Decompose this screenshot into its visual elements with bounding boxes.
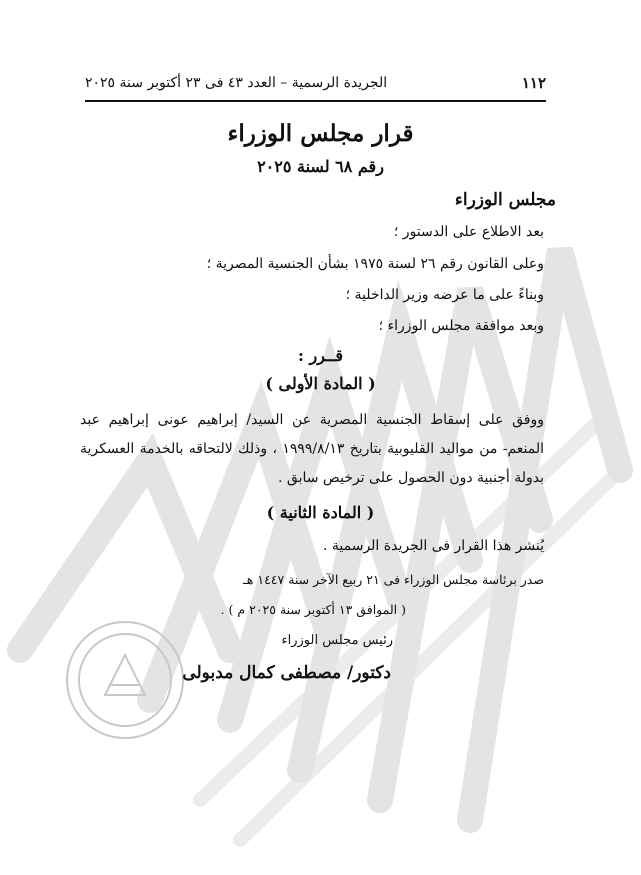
issuer-heading: مجلس الوزراء bbox=[454, 190, 556, 210]
gazette-issue: الجريدة الرسمية – العدد ٤٣ فى ٢٣ أكتوبر سنة ٢٠٢٥ bbox=[85, 75, 388, 91]
official-seal bbox=[60, 615, 190, 745]
decree-title: قرار مجلس الوزراء bbox=[227, 120, 414, 147]
corresponding-date: ( الموافق ١٣ أكتوبر سنة ٢٠٢٥ م ) . bbox=[220, 602, 406, 617]
article-2-heading: ( المادة الثانية ) bbox=[266, 503, 375, 522]
signatory-title: رئيس مجلس الوزراء bbox=[281, 633, 393, 648]
preamble-line: بعد الاطلاع على الدستور ؛ bbox=[393, 224, 544, 240]
preamble-line: وعلى القانون رقم ٢٦ لسنة ١٩٧٥ بشأن الجنسية المصرية ؛ bbox=[206, 256, 544, 272]
signatory-name: دكتور/ مصطفى كمال مدبولى bbox=[182, 663, 391, 683]
decree-number: رقم ٦٨ لسنة ٢٠٢٥ bbox=[257, 157, 384, 176]
article-1-text: ووفق على إسقاط الجنسية المصرية عن السيد/ إبراهيم عونى إبراهيم عبد المنعم- من مواليد القليوبية بتاريخ ١٩٩٩/٨/١٣ ، وذلك لالتحاقه بالخدمة العسكرية بدولة أجنبية دون الحصول على ترخيص سابق . bbox=[80, 412, 544, 486]
article-2-text: يُنشر هذا القرار فى الجريدة الرسمية . bbox=[322, 538, 544, 554]
issued-date: صدر برئاسة مجلس الوزراء فى ٢١ ربيع الآخر سنة ١٤٤٧ هـ bbox=[243, 572, 544, 587]
article-1-heading: ( المادة الأولى ) bbox=[265, 374, 376, 393]
page-number: ١١٢ bbox=[521, 74, 546, 92]
preamble-line: وبعد موافقة مجلس الوزراء ؛ bbox=[378, 318, 544, 334]
preamble-line: وبناءً على ما عرضه وزير الداخلية ؛ bbox=[345, 287, 544, 303]
decided-heading: قــرر : bbox=[297, 346, 344, 365]
page-header bbox=[85, 66, 546, 102]
